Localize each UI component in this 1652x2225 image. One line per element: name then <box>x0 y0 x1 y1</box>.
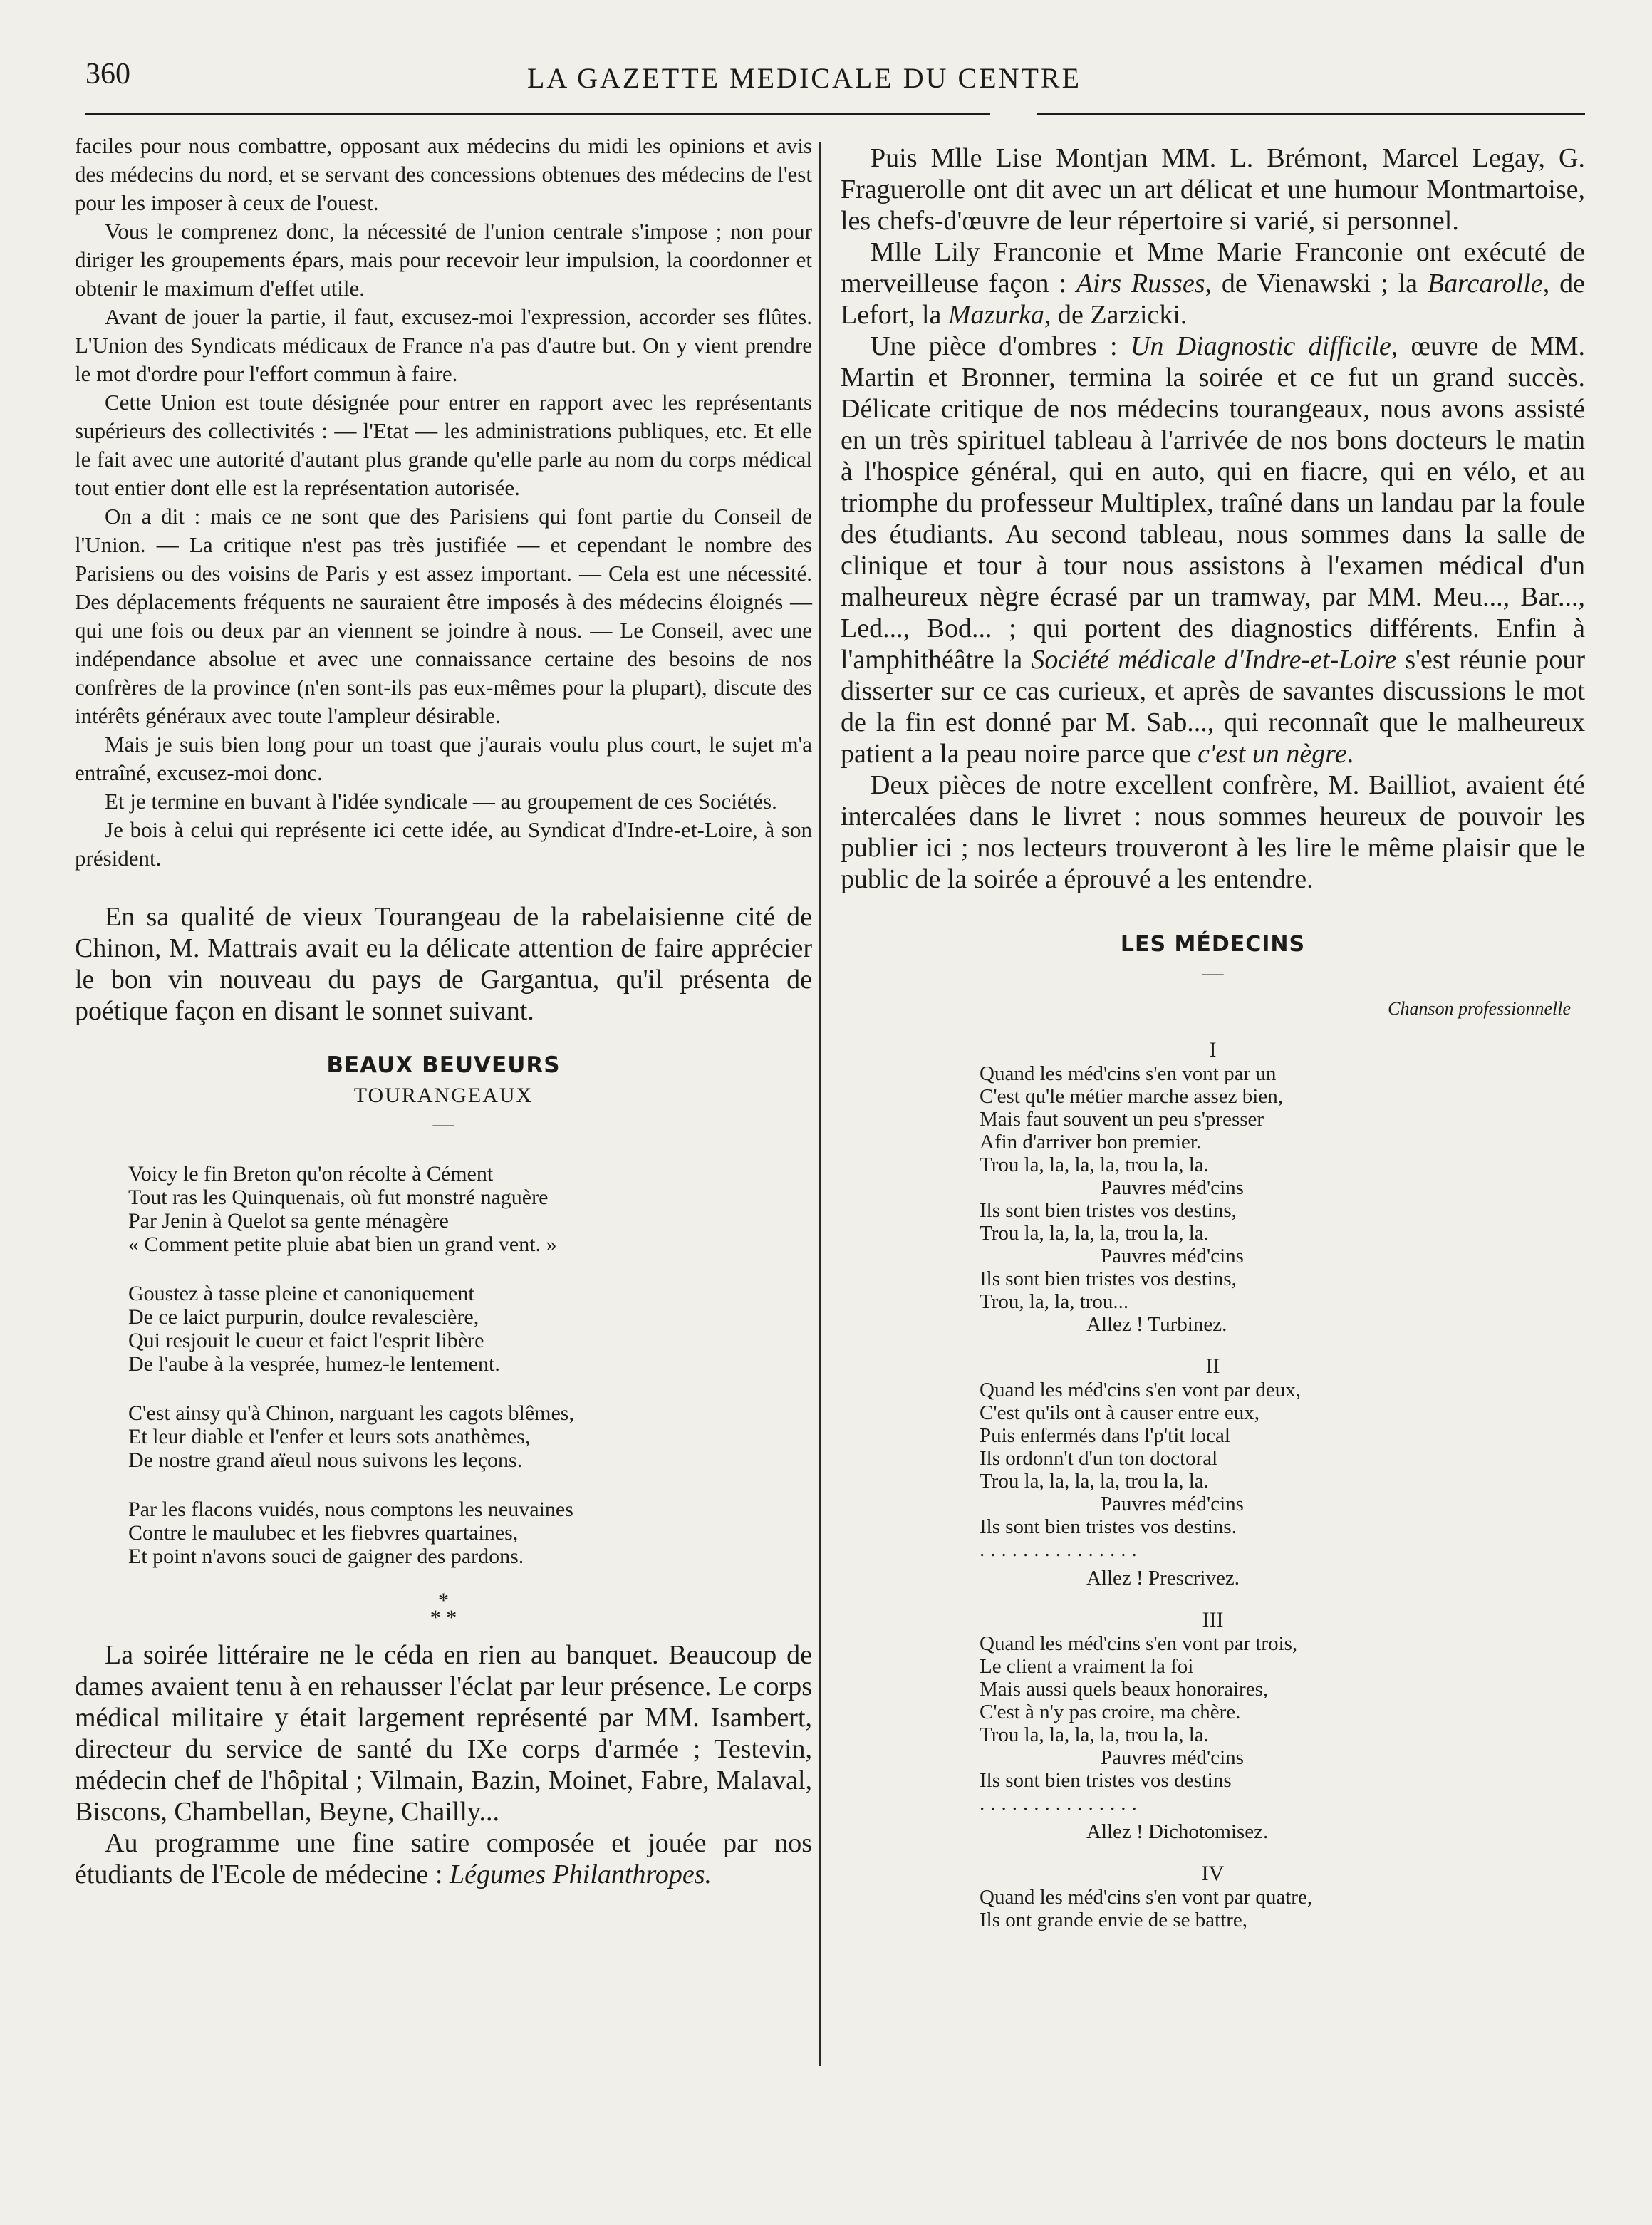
star-bottom: * * <box>430 1606 457 1629</box>
text-run: . <box>1346 739 1354 769</box>
verse-line: Mais faut souvent un peu s'presser <box>980 1108 1264 1131</box>
paragraph <box>75 1827 812 1890</box>
poem-dash: — <box>432 1112 454 1136</box>
verse-line: Quand les méd'cins s'en vont par deux, <box>980 1379 1301 1401</box>
poem-line: Contre le maulubec et les fiebvres quartaines, <box>128 1521 519 1545</box>
header-rule-left <box>85 113 990 115</box>
poem-line: Goustez à tasse pleine et canoniquement <box>128 1282 474 1305</box>
verse-line: C'est qu'le métier marche assez bien, <box>980 1085 1283 1108</box>
song-verse <box>980 1886 1585 1931</box>
paragraph: Vous le comprenez donc, la nécessité de l'union centrale s'impose ; non pour diriger les groupements épars, mais pour recevoir leur impulsion, la coordonner et obtenir le maximum d'effet utile. <box>75 219 812 301</box>
refrain-line: Pauvres méd'cins <box>1101 1746 1244 1769</box>
poem-line: Qui resjouit le cueur et faict l'esprit libère <box>128 1329 484 1352</box>
verse-line: Afin d'arriver bon premier. <box>980 1131 1202 1153</box>
paragraph: faciles pour nous combattre, opposant aux médecins du midi les opinions et avis des médecins du nord, et se servant des concessions obtenues des médecins de l'est pour les imposer à ceux de l'ouest. <box>75 133 812 215</box>
poem-line: C'est ainsy qu'à Chinon, narguant les cagots blêmes, <box>128 1401 574 1425</box>
verse-line: Ils ordonn't d'un ton doctoral <box>980 1447 1218 1470</box>
verse-line: Ils sont bien tristes vos destins <box>980 1769 1232 1792</box>
song-verse <box>980 1379 1585 1589</box>
poem-line: Et point n'avons souci de gaigner des pardons. <box>128 1545 524 1568</box>
paragraph-text: Au programme une fine satire composée et jouée par nos étudiants de l'Ecole de médecine : <box>75 1828 812 1889</box>
verse-line: Ils ont grande envie de se battre, <box>980 1909 1248 1931</box>
poem-line: Tout ras les Quinquenais, où fut monstré naguère <box>128 1186 549 1209</box>
paragraph: Mais je suis bien long pour un toast que j'aurais voulu plus court, le sujet m'a entraîné, excusez-moi donc. <box>75 732 812 785</box>
poem-line: De l'aube à la vesprée, humez-le lentement. <box>128 1352 500 1376</box>
paragraph: Cette Union est toute désignée pour entrer en rapport avec les représentants supérieurs des collectivités : — l'Etat — les administrations publiques, etc. Et elle le fait avec une autorité d'autant plus grande qu'elle parle au nom du corps médical tout entier dont elle est la représentation autorisée. <box>75 390 812 500</box>
work-title: Barcarolle <box>1427 269 1543 299</box>
verse-line: Quand les méd'cins s'en vont par quatre, <box>980 1886 1313 1909</box>
soiree-text <box>75 1639 812 1890</box>
poem-stanza <box>128 1498 812 1568</box>
poem-title: BEAUX BEUVEURS <box>326 1052 561 1078</box>
verse-line: Ils sont bien tristes vos destins. <box>980 1515 1237 1538</box>
verse-line: Trou la, la, la, la, trou la, la. <box>980 1153 1209 1176</box>
right-column <box>841 142 1585 1931</box>
song-subtitle: Chanson professionnelle <box>1388 998 1571 1019</box>
text-run: , de Vienawski ; la <box>1205 269 1428 299</box>
poem-line: Et leur diable et l'enfer et leurs sots anathèmes, <box>128 1425 531 1448</box>
song-verse <box>980 1062 1585 1336</box>
verse-number: IV <box>1201 1862 1225 1885</box>
verse-end: Allez ! Dichotomisez. <box>1086 1820 1269 1843</box>
mattrais-text <box>75 901 812 1027</box>
verse-line: Quand les méd'cins s'en vont par un <box>980 1062 1277 1085</box>
paragraph: En sa qualité de vieux Tourangeau de la rabelaisienne cité de Chinon, M. Mattrais avait eu la délicate attention de faire apprécier le bon vin nouveau du pays de Gargantua, qu'il présenta de poétique façon en disant le sonnet suivant. <box>75 902 812 1026</box>
society-name: Société médicale d'Indre-et-Loire <box>1031 645 1397 675</box>
paragraph: La soirée littéraire ne le céda en rien au banquet. Beaucoup de dames avaient tenu à en rehausser l'éclat par leur présence. Le corps médical militaire y était largement représenté par MM. Isambert, directeur du service de santé du IXe corps d'armée ; Testevin, médecin chef de l'hôpital ; Vilmain, Bazin, Moinet, Fabre, Malaval, Biscons, Chambellan, Beyne, Chailly... <box>75 1640 812 1827</box>
poem-line: Par les flacons vuidés, nous comptons les neuvaines <box>128 1498 573 1521</box>
poem-line: Par Jenin à Quelot sa gente ménagère <box>128 1209 449 1233</box>
work-title: Airs Russes <box>1076 269 1205 299</box>
text-run: , de Lefort, la <box>841 269 1586 330</box>
left-column <box>75 132 812 1890</box>
work-title: Mazurka <box>947 300 1044 330</box>
verse-line: C'est qu'ils ont à causer entre eux, <box>980 1401 1259 1424</box>
poem-subtitle: TOURANGEAUX <box>353 1084 534 1107</box>
paragraph: Avant de jouer la partie, il faut, excusez-moi l'expression, accorder ses flûtes. L'Union des Syndicats médicaux de France n'a pas d'autre but. On y vient prendre le mot d'ordre pour l'effort commun à faire. <box>75 304 812 386</box>
soiree-continued <box>841 142 1585 895</box>
page-number: 360 <box>85 58 130 90</box>
paragraph <box>841 331 1585 769</box>
punchline: c'est un nègre <box>1198 739 1347 769</box>
verse-number: I <box>1209 1038 1217 1062</box>
paragraph <box>841 237 1585 331</box>
verse-line: Ils sont bien tristes vos destins, <box>980 1199 1237 1222</box>
refrain-line: Pauvres méd'cins <box>1101 1245 1244 1267</box>
text-run: Une pièce d'ombres : <box>871 331 1131 361</box>
verse-line: Le client a vraiment la foi <box>980 1655 1194 1678</box>
poem-line: De ce laict purpurin, doulce revalescière, <box>128 1305 479 1329</box>
text-run: , de Zarzicki. <box>1044 300 1188 330</box>
paragraph: On a dit : mais ce ne sont que des Parisiens qui font partie du Conseil de l'Union. — La critique n'est pas très justifiée — et cependant le nombre des Parisiens ou des voisins de Paris y est assez important. — Cela est une nécessité. Des déplacements fréquents ne sauraient être imposés à des médecins éloignés — qui une fois ou deux par an viennent se joindre à nous. — Le Conseil, avec une indépendance absolue et avec une connaissance certaine des besoins de nos confrères de la province (n'en sont-ils pas eux-mêmes pour la plupart), discute des intérêts généraux avec toute l'ampleur désirable. <box>75 504 812 728</box>
star-top: * <box>438 1589 449 1612</box>
refrain-line: Pauvres méd'cins <box>1101 1176 1244 1199</box>
verse-line: Trou la, la, la, la, trou la, la. <box>980 1723 1209 1746</box>
song-dash: — <box>1202 961 1224 985</box>
verse-end: Allez ! Turbinez. <box>1086 1313 1227 1336</box>
poem-line: De nostre grand aïeul nous suivons les leçons. <box>128 1448 523 1472</box>
paragraph: Et je termine en buvant à l'idée syndicale — au groupement de ces Sociétés. <box>105 789 777 814</box>
ellipsis-dots: ............... <box>980 1792 1143 1815</box>
verse-line: Trou la, la, la, la, trou la, la. <box>980 1222 1209 1245</box>
song-title: LES MÉDECINS <box>1120 932 1306 957</box>
verse-number: III <box>1202 1608 1224 1632</box>
paragraph: Deux pièces de notre excellent confrère, M. Bailliot, avaient été intercalées dans le livret : nous sommes heureux de pouvoir les publier ici ; nos lecteurs trouveront à les lire le même plaisir que le public de la soirée a éprouvé a les entendre. <box>841 770 1585 894</box>
verse-end: Allez ! Prescrivez. <box>1086 1567 1240 1589</box>
work-title: Un Diagnostic difficile <box>1130 331 1391 361</box>
song-verse <box>980 1632 1585 1843</box>
verse-line: C'est à n'y pas croire, ma chère. <box>980 1701 1241 1723</box>
poem-line: Voicy le fin Breton qu'on récolte à Cément <box>128 1162 494 1186</box>
poem-stanza <box>128 1162 812 1256</box>
verse-line: Mais aussi quels beaux honoraires, <box>980 1678 1269 1701</box>
verse-number: II <box>1205 1354 1220 1378</box>
poem-stanza <box>128 1401 812 1472</box>
header-rule-right <box>1037 113 1585 115</box>
toast-text <box>75 132 812 873</box>
ellipsis-dots: ............... <box>980 1538 1143 1561</box>
section-separator <box>75 1589 812 1629</box>
poem-stanza <box>128 1282 812 1376</box>
paragraph: Puis Mlle Lise Montjan MM. L. Brémont, Marcel Legay, G. Fraguerolle ont dit avec un art délicat et une humour Montmartoise, les chefs-d'œuvre de leur répertoire si varié, si personnel. <box>841 143 1585 236</box>
verse-line: Puis enfermés dans l'p'tit local <box>980 1424 1230 1447</box>
page-header <box>85 57 1581 100</box>
refrain-line: Pauvres méd'cins <box>1101 1493 1244 1515</box>
text-run: Mlle Lily Franconie et Mme Marie Franconie ont exécuté de merveilleuse façon : <box>841 237 1585 299</box>
verse-line: Ils sont bien tristes vos destins, <box>980 1267 1237 1290</box>
play-title: Légumes Philanthropes. <box>449 1860 712 1889</box>
text-run: s'est réunie pour disserter sur ce cas curieux, et après de savantes discussions le mot de la fin est donné par M. Sab..., qui reconnaît que le malheureux patient a la peau noire parce que <box>841 645 1585 769</box>
poem-line: « Comment petite pluie abat bien un grand vent. » <box>128 1233 557 1256</box>
paragraph: Je bois à celui qui représente ici cette idée, au Syndicat d'Indre-et-Loire, à son président. <box>75 817 812 871</box>
text-run: , œuvre de MM. Martin et Bronner, termina la soirée et ce fut un grand succès. Délicate critique de nos médecins tourangeaux, nous avons assisté en un très spirituel tableau à l'arrivée de nos bons docteurs le matin à l'hospice général, qui en auto, qui en fiacre, qui en vélo, et au triomphe du professeur Multiplex, traîné dans un landau par la foule des étudiants. Au second tableau, nous sommes dans la salle de clinique et tour à tour nous assistons à l'examen médical d'un malheureux nègre écrasé par un tramway, par MM. Meu..., Bar..., Led..., Bod... ; qui portent des diagnostics différents. Enfin à l'amphithéâtre la <box>841 331 1585 675</box>
verse-line: Quand les méd'cins s'en vont par trois, <box>980 1632 1298 1655</box>
verse-line: Trou la, la, la, la, trou la, la. <box>980 1470 1209 1493</box>
verse-line: Trou, la, la, trou... <box>980 1290 1129 1313</box>
column-divider <box>819 142 821 2066</box>
running-title: LA GAZETTE MEDICALE DU CENTRE <box>527 62 1082 94</box>
